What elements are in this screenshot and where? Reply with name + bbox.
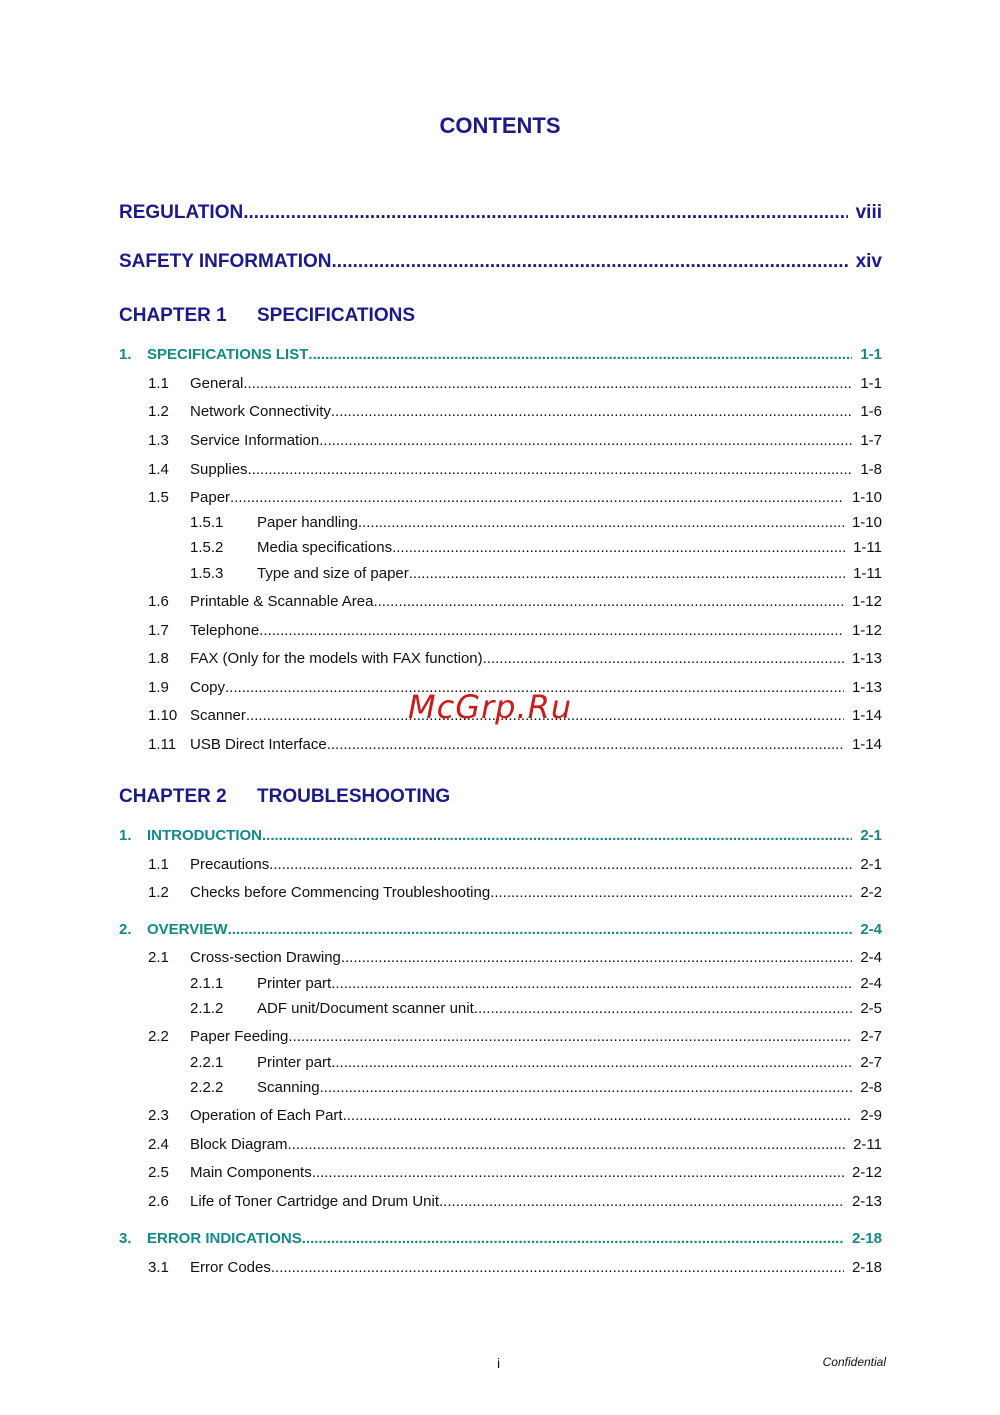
toc-page: 1-10 xyxy=(851,489,882,506)
toc-page: 1-10 xyxy=(851,514,882,531)
leader-dots xyxy=(312,1164,844,1181)
toc-number: 2.2.1 xyxy=(190,1054,224,1071)
toc-page: xiv xyxy=(855,251,882,272)
toc-page: 2-4 xyxy=(860,949,882,966)
toc-label: Block Diagram xyxy=(190,1136,288,1153)
watermark-logo: McGrp.Ru xyxy=(408,688,573,726)
leader-dots xyxy=(392,539,845,556)
leader-dots xyxy=(409,565,845,582)
toc-entry[interactable] xyxy=(190,1079,882,1096)
toc-number: 2.2 xyxy=(148,1028,169,1045)
leader-dots xyxy=(288,1028,852,1045)
toc-page: 1-11 xyxy=(853,565,882,582)
toc-section[interactable] xyxy=(119,346,882,363)
toc-number: 2.6 xyxy=(148,1193,169,1210)
toc-number: 1.7 xyxy=(148,622,169,639)
toc-page: 2-7 xyxy=(860,1028,882,1045)
toc-entry[interactable] xyxy=(148,622,882,639)
chapter-number: CHAPTER 1 xyxy=(119,305,227,326)
toc-label: Telephone xyxy=(190,622,260,639)
toc-entry[interactable] xyxy=(148,650,882,667)
toc-page: 1-1 xyxy=(860,375,882,392)
toc-label: OVERVIEW xyxy=(147,921,228,938)
toc-entry[interactable] xyxy=(148,736,882,753)
toc-entry[interactable] xyxy=(190,1000,882,1017)
toc-entry[interactable] xyxy=(190,514,882,531)
toc-page: 2-1 xyxy=(860,827,882,844)
leader-dots xyxy=(269,856,852,873)
toc-page: 2-13 xyxy=(851,1193,882,1210)
toc-number: 2.1.1 xyxy=(190,975,224,992)
toc-page: 2-12 xyxy=(851,1164,882,1181)
leader-dots xyxy=(259,622,844,639)
toc-entry[interactable] xyxy=(148,1193,882,1210)
toc-page: 1-13 xyxy=(851,650,882,667)
toc-page: 2-1 xyxy=(860,856,882,873)
leader-dots xyxy=(343,1107,853,1124)
toc-number: 2.1 xyxy=(148,949,169,966)
toc-label: Copy xyxy=(190,679,226,696)
toc-number: 2.1.2 xyxy=(190,1000,224,1017)
chapter-number: CHAPTER 2 xyxy=(119,786,227,807)
toc-page: 1-8 xyxy=(860,461,882,478)
toc-section[interactable] xyxy=(119,827,882,844)
toc-number: 1.2 xyxy=(148,403,169,420)
toc-entry[interactable] xyxy=(190,975,882,992)
toc-number: 1.3 xyxy=(148,432,169,449)
toc-page: 2-5 xyxy=(860,1000,882,1017)
toc-number: 1.5.1 xyxy=(190,514,224,531)
toc-page: 1-12 xyxy=(851,622,882,639)
toc-number: 1.11 xyxy=(148,736,177,753)
leader-dots xyxy=(474,1000,853,1017)
toc-page: 2-9 xyxy=(860,1107,882,1124)
toc-number: 1.8 xyxy=(148,650,169,667)
toc-number: 2.3 xyxy=(148,1107,169,1124)
toc-label: Printable & Scannable Area xyxy=(190,593,374,610)
toc-page: 1-6 xyxy=(860,403,882,420)
toc-entry[interactable] xyxy=(148,403,882,420)
toc-label: SPECIFICATIONS LIST xyxy=(147,346,309,363)
leader-dots xyxy=(308,346,852,363)
toc-number: 1.5.3 xyxy=(190,565,224,582)
toc-label: Media specifications xyxy=(257,539,393,556)
toc-label: Life of Toner Cartridge and Drum Unit xyxy=(190,1193,440,1210)
toc-entry[interactable] xyxy=(148,461,882,478)
toc-number: 1.10 xyxy=(148,707,178,724)
toc-label: FAX (Only for the models with FAX function) xyxy=(190,650,483,667)
leader-dots xyxy=(331,403,852,420)
toc-number: 2. xyxy=(119,921,132,938)
leader-dots xyxy=(230,489,844,506)
toc-number: 1.2 xyxy=(148,884,169,901)
toc-label: Scanning xyxy=(257,1079,320,1096)
leader-dots xyxy=(302,1230,844,1247)
toc-label: SAFETY INFORMATION xyxy=(119,251,332,272)
toc-entry[interactable] xyxy=(148,1136,882,1153)
leader-dots xyxy=(332,251,848,273)
leader-dots xyxy=(439,1193,844,1210)
leader-dots xyxy=(262,827,852,844)
toc-number: 1. xyxy=(119,827,132,844)
toc-label: Scanner xyxy=(190,707,246,724)
toc-page: 1-13 xyxy=(851,679,882,696)
toc-entry[interactable] xyxy=(148,949,882,966)
toc-entry[interactable] xyxy=(148,856,882,873)
toc-page: 1-11 xyxy=(853,539,882,556)
toc-number: 1.6 xyxy=(148,593,169,610)
leader-dots xyxy=(483,650,844,667)
toc-number: 1. xyxy=(119,346,132,363)
page-number: i xyxy=(497,1355,501,1371)
toc-page: 2-2 xyxy=(860,884,882,901)
leader-dots xyxy=(228,921,853,938)
leader-dots xyxy=(271,1259,844,1276)
toc-label: Checks before Commencing Troubleshooting xyxy=(190,884,491,901)
toc-label: General xyxy=(190,375,244,392)
toc-page: viii xyxy=(855,202,882,223)
toc-label: Precautions xyxy=(190,856,270,873)
confidential-label: Confidential xyxy=(822,1355,886,1369)
toc-number: 2.2.2 xyxy=(190,1079,224,1096)
toc-page: 2-4 xyxy=(860,921,882,938)
toc-label: Paper xyxy=(190,489,231,506)
page-title: CONTENTS xyxy=(439,113,561,138)
toc-entry[interactable] xyxy=(148,884,882,901)
toc-page: 2-7 xyxy=(860,1054,882,1071)
toc-number: 1.1 xyxy=(148,375,169,392)
toc-entry[interactable] xyxy=(148,489,882,506)
toc-section[interactable] xyxy=(119,921,882,938)
leader-dots xyxy=(243,375,852,392)
toc-page: 2-4 xyxy=(860,975,882,992)
toc-label: Network Connectivity xyxy=(190,403,331,420)
toc-regulation[interactable] xyxy=(119,202,882,224)
toc-label: Printer part xyxy=(257,1054,332,1071)
leader-dots xyxy=(331,1054,852,1071)
toc-entry[interactable] xyxy=(190,565,882,582)
toc-page: 1-14 xyxy=(851,736,882,753)
leader-dots xyxy=(327,736,844,753)
toc-label: USB Direct Interface xyxy=(190,736,327,753)
leader-dots xyxy=(373,593,844,610)
chapter-1-heading xyxy=(119,305,415,327)
toc-section[interactable] xyxy=(119,1230,882,1247)
toc-entry[interactable] xyxy=(148,1259,882,1276)
toc-number: 3. xyxy=(119,1230,132,1247)
toc-label: Error Codes xyxy=(190,1259,271,1276)
toc-entry[interactable] xyxy=(148,1107,882,1124)
toc-number: 1.5 xyxy=(148,489,169,506)
chapter-title: TROUBLESHOOTING xyxy=(257,786,451,807)
leader-dots xyxy=(288,1136,846,1153)
toc-label: Cross-section Drawing xyxy=(190,949,341,966)
toc-page: 2-8 xyxy=(860,1079,882,1096)
toc-entry[interactable] xyxy=(148,432,882,449)
toc-entry[interactable] xyxy=(148,1164,882,1181)
toc-entry[interactable] xyxy=(190,1054,882,1071)
toc-page: 2-18 xyxy=(851,1230,882,1247)
leader-dots xyxy=(243,202,847,224)
toc-label: Printer part xyxy=(257,975,332,992)
toc-label: Paper Feeding xyxy=(190,1028,289,1045)
toc-number: 2.4 xyxy=(148,1136,169,1153)
toc-label: INTRODUCTION xyxy=(147,827,262,844)
toc-entry[interactable] xyxy=(148,593,882,610)
toc-label: Supplies xyxy=(190,461,248,478)
toc-number: 1.1 xyxy=(148,856,169,873)
toc-entry[interactable] xyxy=(190,539,882,556)
toc-label: Main Components xyxy=(190,1164,312,1181)
leader-dots xyxy=(341,949,852,966)
toc-label: Type and size of paper xyxy=(257,565,409,582)
leader-dots xyxy=(320,1079,853,1096)
toc-label: ADF unit/Document scanner unit xyxy=(257,1000,474,1017)
toc-number: 1.9 xyxy=(148,679,169,696)
toc-label: REGULATION xyxy=(119,202,244,223)
toc-label: Service Information xyxy=(190,432,320,449)
leader-dots xyxy=(358,514,844,531)
toc-page: 1-12 xyxy=(851,593,882,610)
toc-number: 2.5 xyxy=(148,1164,169,1181)
toc-number: 3.1 xyxy=(148,1259,169,1276)
chapter-2-heading xyxy=(119,786,450,808)
toc-number: 1.4 xyxy=(148,461,169,478)
toc-entry[interactable] xyxy=(148,1028,882,1045)
leader-dots xyxy=(248,461,853,478)
toc-label: Paper handling xyxy=(257,514,358,531)
toc-entry[interactable] xyxy=(148,375,882,392)
chapter-title: SPECIFICATIONS xyxy=(257,305,415,326)
toc-page: 1-7 xyxy=(860,432,882,449)
toc-safety-information[interactable] xyxy=(119,251,882,273)
toc-page: 1-14 xyxy=(851,707,882,724)
leader-dots xyxy=(331,975,852,992)
leader-dots xyxy=(490,884,852,901)
toc-label: ERROR INDICATIONS xyxy=(147,1230,302,1247)
toc-page: 1-1 xyxy=(860,346,882,363)
toc-page: 2-11 xyxy=(853,1136,882,1153)
toc-label: Operation of Each Part xyxy=(190,1107,343,1124)
toc-number: 1.5.2 xyxy=(190,539,224,556)
leader-dots xyxy=(319,432,852,449)
toc-page: 2-18 xyxy=(851,1259,882,1276)
